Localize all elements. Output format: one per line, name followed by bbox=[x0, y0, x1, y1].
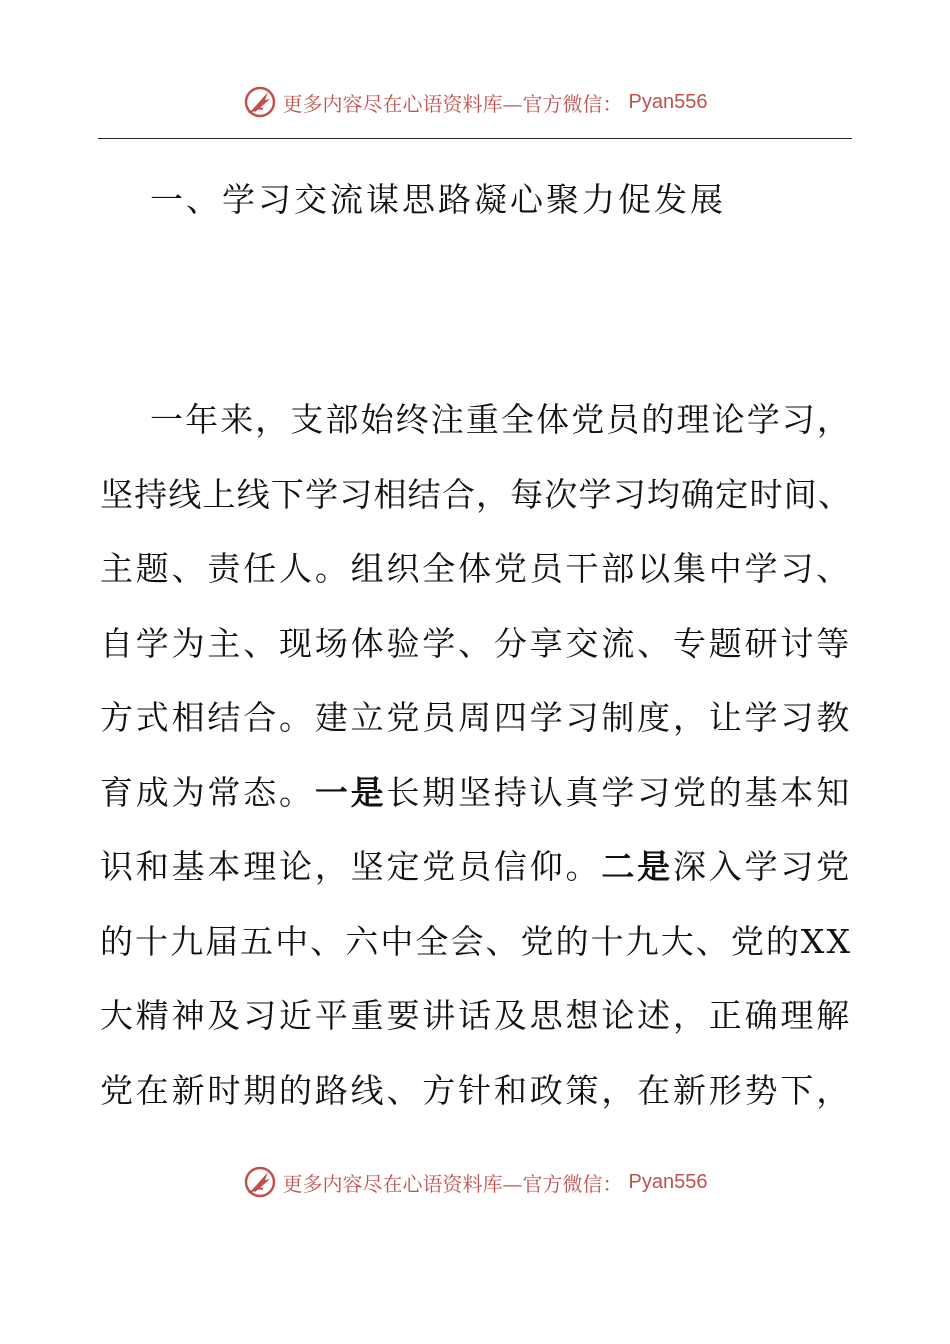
quill-pen-logo-icon bbox=[243, 85, 277, 119]
paragraph-line bbox=[100, 619, 860, 694]
watermark-text: 更多内容尽在心语资料库—官方微信： bbox=[282, 1171, 623, 1196]
emphasis-text: 一是 bbox=[314, 772, 387, 812]
paragraph-text: 自学为主、现场体验学、分享交流、专题研讨等 bbox=[100, 623, 852, 663]
paragraph-text: 长期坚持认真学习党的基本知 bbox=[386, 772, 853, 812]
paragraph-line bbox=[100, 544, 860, 619]
watermark-wechat-id: Pyan556 bbox=[628, 90, 708, 113]
paragraph-line bbox=[100, 842, 860, 917]
paragraph-text: 识和基本理论，坚定党员信仰。 bbox=[100, 847, 602, 886]
watermark-text: 更多内容尽在心语资料库—官方微信： bbox=[282, 91, 623, 116]
paragraph-line bbox=[100, 917, 860, 992]
paragraph-line bbox=[100, 693, 860, 768]
header-watermark bbox=[0, 82, 950, 122]
body-paragraph bbox=[100, 395, 860, 1140]
paragraph-text: 育成为常态。 bbox=[100, 772, 315, 812]
paragraph-text: 大精神及习近平重要讲话及思想论述，正确理解 bbox=[100, 996, 852, 1035]
paragraph-text: 深入学习党 bbox=[672, 847, 853, 886]
paragraph-text: 坚持线上线下学习相结合，每次学习均确定时间、 bbox=[100, 474, 852, 514]
section-heading: 一、学习交流谋思路凝心聚力促发展 bbox=[150, 180, 726, 219]
footer-watermark bbox=[0, 1162, 950, 1202]
paragraph-text: 一年来，支部始终注重全体党员的理论学习， bbox=[150, 400, 852, 439]
paragraph-text: 的十九届五中、六中全会、党的十九大、党的XX bbox=[100, 921, 852, 961]
paragraph-line bbox=[100, 1066, 860, 1141]
paragraph-text: 主题、责任人。组织全体党员干部以集中学习、 bbox=[100, 549, 852, 588]
paragraph-line bbox=[100, 470, 860, 545]
paragraph-line bbox=[100, 991, 860, 1066]
watermark-wechat-id: Pyan556 bbox=[628, 1170, 708, 1193]
paragraph-line bbox=[100, 768, 860, 843]
paragraph-text: 方式相结合。建立党员周四学习制度，让学习教 bbox=[100, 698, 852, 737]
paragraph-text: 党在新时期的路线、方针和政策，在新形势下， bbox=[100, 1070, 852, 1110]
emphasis-text: 二是 bbox=[601, 847, 673, 886]
paragraph-line bbox=[100, 395, 860, 470]
header-divider bbox=[98, 138, 852, 139]
quill-pen-logo-icon bbox=[243, 1165, 277, 1199]
